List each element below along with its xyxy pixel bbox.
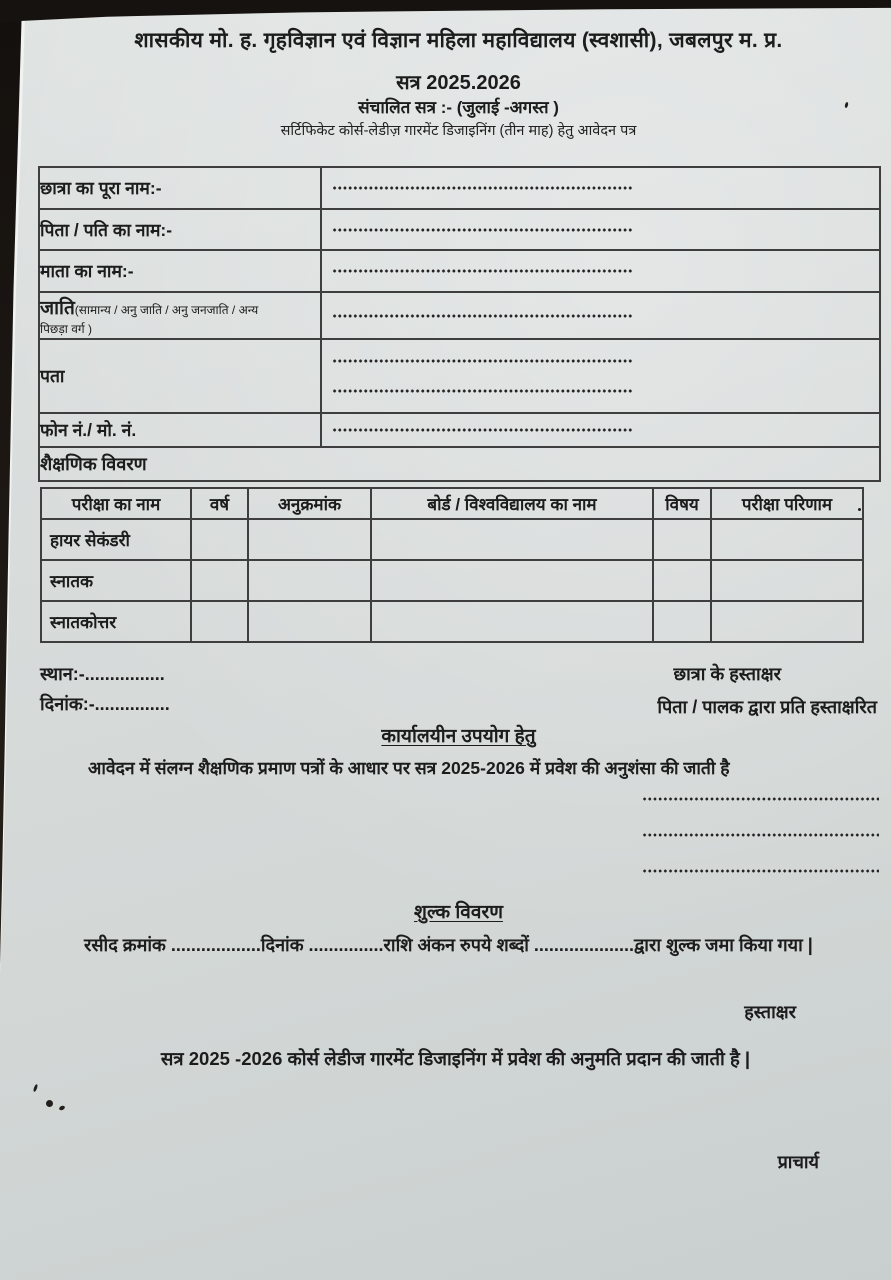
- principal-label: प्राचार्य: [777, 1152, 819, 1172]
- col-subject: विषय: [653, 488, 711, 519]
- table-row: [39, 447, 880, 481]
- applicant-details-table: [38, 166, 881, 482]
- dotted-line: [332, 314, 632, 318]
- col-year: वर्ष: [191, 488, 248, 519]
- empty-cell: [191, 601, 248, 642]
- dotted-line: [642, 833, 879, 837]
- field-label-father-husband-name: पिता / पति का नाम:-: [39, 209, 321, 250]
- empty-cell: [191, 519, 248, 560]
- table-row: [41, 519, 863, 560]
- empty-cell: [371, 519, 653, 560]
- student-signature-label: छात्रा के हस्ताक्षर: [673, 664, 781, 684]
- education-section-header: शैक्षणिक विवरण: [39, 447, 880, 481]
- dotted-line: [332, 359, 632, 363]
- field-value-mother-name: [321, 250, 880, 292]
- signature-label: हस्ताक्षर: [744, 1002, 796, 1022]
- empty-cell: [653, 519, 711, 560]
- conducted-session-line: संचालित सत्र :- (जुलाई -अगस्त ): [358, 98, 559, 117]
- field-label-mother-name: माता का नाम:-: [39, 250, 321, 292]
- course-title-line: सर्टिफिकेट कोर्स-लेडीज़ गारमेंट डिजाइनिंग (तीन माह) हेतु आवेदन पत्र: [280, 123, 637, 139]
- row-postgraduate: स्नातकोत्तर: [41, 601, 191, 642]
- col-exam-name: परीक्षा का नाम: [41, 488, 191, 519]
- field-label-address: पता: [39, 339, 321, 413]
- table-row: [39, 250, 880, 292]
- field-label-phone: फोन नं./ मो. नं.: [39, 413, 321, 447]
- empty-cell: [711, 601, 863, 642]
- empty-cell: [191, 560, 248, 601]
- ink-speck: [33, 1084, 39, 1093]
- table-row: [39, 167, 880, 209]
- table-row: [39, 209, 880, 250]
- admission-permission-line: सत्र 2025 -2026 कोर्स लेडीज गारमेंट डिजाइनिंग में प्रवेश की अनुमति प्रदान की जाती है |: [160, 1048, 751, 1069]
- recommendation-text: आवेदन में संलग्न शैक्षणिक प्रमाण पत्रों के आधार पर सत्र 2025-2026 में प्रवेश की अनुशंसा की जाती है: [88, 758, 730, 778]
- office-use-heading: कार्यालयीन उपयोग हेतु: [381, 726, 536, 747]
- field-value-address: [321, 339, 880, 413]
- ink-speck: [46, 1100, 53, 1107]
- empty-cell: [248, 519, 371, 560]
- table-row: [41, 601, 863, 642]
- table-row: [39, 413, 880, 447]
- empty-cell: [371, 601, 653, 642]
- caste-label: जाति: [40, 298, 75, 319]
- table-header-row: [41, 488, 863, 519]
- field-value-father-husband-name: [321, 209, 880, 250]
- empty-cell: [248, 560, 371, 601]
- empty-cell: [711, 519, 863, 560]
- ink-speck: [58, 1105, 65, 1111]
- session-line: सत्र 2025.2026: [396, 72, 521, 94]
- field-value-phone: [321, 413, 880, 447]
- education-details-table: [40, 487, 864, 643]
- caste-note-line1: (सामान्य / अनु जाति / अनु जनजाति / अन्य: [74, 303, 259, 317]
- parent-countersign-label: पिता / पालक द्वारा प्रति हस्ताक्षरित: [657, 697, 877, 717]
- field-value-student-name: [321, 167, 880, 209]
- dotted-line: [332, 269, 632, 273]
- ink-speck: [858, 508, 861, 511]
- empty-cell: [248, 601, 371, 642]
- dotted-line: [642, 797, 879, 801]
- place-field: स्थान:-................: [40, 664, 165, 684]
- row-higher-secondary: हायर सेकंडरी: [41, 519, 191, 560]
- col-roll-number: अनुक्रमांक: [248, 488, 371, 519]
- empty-cell: [711, 560, 863, 601]
- dotted-line: [332, 389, 632, 393]
- field-label-caste: [39, 292, 321, 339]
- dotted-line: [642, 869, 879, 873]
- table-row: [39, 292, 880, 339]
- dotted-line: [332, 428, 632, 432]
- col-board-university: बोर्ड / विश्वविद्यालय का नाम: [371, 488, 653, 519]
- table-row: [39, 339, 880, 413]
- row-graduate: स्नातक: [41, 560, 191, 601]
- fee-details-heading: शुल्क विवरण: [414, 902, 503, 923]
- empty-cell: [371, 560, 653, 601]
- empty-cell: [653, 560, 711, 601]
- date-field: दिनांक:-...............: [40, 694, 170, 714]
- dotted-line: [332, 228, 632, 232]
- caste-note-line2: पिछड़ा वर्ग ): [40, 322, 92, 336]
- table-row: [41, 560, 863, 601]
- field-label-student-name: छात्रा का पूरा नाम:-: [39, 167, 321, 209]
- dotted-line: [332, 186, 632, 190]
- college-title: शासकीय मो. ह. गृहविज्ञान एवं विज्ञान महिला महाविद्यालय (स्वशासी), जबलपुर म. प्र.: [134, 29, 783, 52]
- empty-cell: [653, 601, 711, 642]
- receipt-line: रसीद क्रमांक ..................दिनांक ...............राशि अंकन रुपये शब्दों ....................द्वारा शुल्क जमा किया गया |: [84, 935, 813, 955]
- col-exam-result: परीक्षा परिणाम: [711, 488, 863, 519]
- photo-dark-edge-top: [0, 0, 891, 22]
- field-value-caste: [321, 292, 880, 339]
